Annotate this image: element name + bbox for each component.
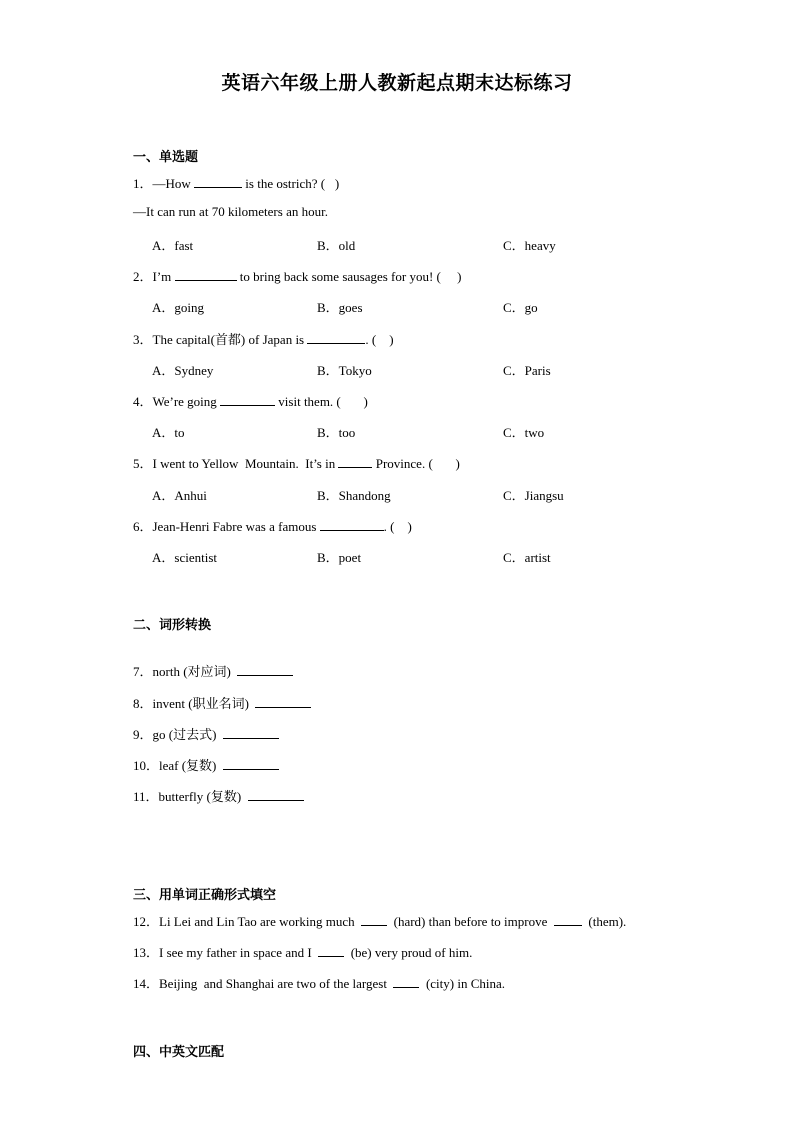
- question-1-option-b[interactable]: B．old: [317, 238, 356, 253]
- question-4-option-c[interactable]: C．two: [503, 425, 545, 440]
- section-title-fill-in: 三、用单词正确形式填空: [133, 888, 277, 903]
- question-12-text-b: (hard) than before to improve: [387, 914, 554, 929]
- question-2-text-a: 2．I’m: [133, 269, 175, 284]
- question-4-option-a[interactable]: A．to: [152, 425, 185, 440]
- question-6: [133, 516, 412, 535]
- question-11: [133, 786, 304, 805]
- section-title-word-forms: 二、词形转换: [133, 618, 212, 633]
- question-7-text: 7．north (对应词): [133, 664, 238, 679]
- question-13-text-b: (be) very proud of him.: [344, 945, 473, 960]
- answer-blank[interactable]: [220, 394, 275, 406]
- answer-blank[interactable]: [255, 696, 311, 708]
- question-5-option-c[interactable]: C．Jiangsu: [503, 488, 564, 503]
- question-5: [133, 453, 460, 472]
- question-4-text-a: 4．We’re going: [133, 394, 221, 409]
- page-title: 英语六年级上册人教新起点期末达标练习: [221, 72, 573, 94]
- section-title-matching: 四、中英文匹配: [133, 1045, 225, 1060]
- question-14: [133, 973, 505, 992]
- question-4: [133, 391, 368, 410]
- question-10: [133, 755, 279, 774]
- question-11-text: 11．butterfly (复数): [133, 789, 248, 804]
- question-1-option-c[interactable]: C．heavy: [503, 238, 556, 253]
- question-5-text-b: Province. ( ): [372, 456, 460, 471]
- question-2-option-c[interactable]: C．go: [503, 300, 538, 315]
- answer-blank[interactable]: [175, 269, 237, 281]
- question-12: [133, 911, 626, 930]
- answer-blank[interactable]: [554, 914, 582, 926]
- question-5-text-a: 5．I went to Yellow Mountain. It’s in: [133, 456, 339, 471]
- answer-blank[interactable]: [248, 789, 304, 801]
- answer-blank[interactable]: [361, 914, 387, 926]
- question-1-text-a: 1．—How: [133, 176, 195, 191]
- question-1: [133, 173, 339, 192]
- answer-blank[interactable]: [194, 176, 242, 188]
- question-12-text-c: (them).: [581, 914, 627, 929]
- question-14-text-b: (city) in China.: [419, 976, 506, 991]
- question-3: [133, 329, 394, 348]
- question-3-option-a[interactable]: A．Sydney: [152, 363, 214, 378]
- answer-blank[interactable]: [338, 456, 372, 468]
- question-3-text-a: 3．The capital(首都) of Japan is: [133, 332, 308, 347]
- answer-blank[interactable]: [320, 519, 384, 531]
- answer-blank[interactable]: [223, 758, 279, 770]
- question-6-option-c[interactable]: C．artist: [503, 550, 551, 565]
- question-4-option-b[interactable]: B．too: [317, 425, 356, 440]
- answer-blank[interactable]: [237, 664, 293, 676]
- question-2-option-a[interactable]: A．going: [152, 300, 205, 315]
- question-6-text-b: . ( ): [383, 519, 412, 534]
- answer-blank[interactable]: [393, 976, 419, 988]
- question-4-text-b: visit them. ( ): [275, 394, 368, 409]
- question-8: [133, 693, 311, 712]
- question-12-text-a: 12．Li Lei and Lin Tao are working much: [133, 914, 362, 929]
- question-2-text-b: to bring back some sausages for you! ( ): [236, 269, 462, 284]
- question-6-option-a[interactable]: A．scientist: [152, 550, 217, 565]
- question-14-text-a: 14．Beijing and Shanghai are two of the largest: [133, 976, 394, 991]
- question-1-option-a[interactable]: A．fast: [152, 238, 194, 253]
- section-title-single-choice: 一、单选题: [133, 150, 199, 165]
- answer-blank[interactable]: [318, 945, 344, 957]
- question-5-option-b[interactable]: B．Shandong: [317, 488, 391, 503]
- question-3-text-b: . ( ): [365, 332, 394, 347]
- question-9-text: 9．go (过去式): [133, 727, 223, 742]
- question-13: [133, 942, 472, 961]
- question-2-option-b[interactable]: B．goes: [317, 300, 363, 315]
- answer-blank[interactable]: [223, 727, 279, 739]
- question-3-option-c[interactable]: C．Paris: [503, 363, 551, 378]
- question-1-line-2: —It can run at 70 kilometers an hour.: [133, 204, 328, 219]
- question-1-text-b: is the ostrich? ( ): [242, 176, 340, 191]
- question-2: [133, 266, 461, 285]
- question-6-text-a: 6．Jean-Henri Fabre was a famous: [133, 519, 320, 534]
- question-13-text-a: 13．I see my father in space and I: [133, 945, 319, 960]
- question-7: [133, 661, 293, 680]
- question-3-option-b[interactable]: B．Tokyo: [317, 363, 372, 378]
- question-5-option-a[interactable]: A．Anhui: [152, 488, 207, 503]
- question-9: [133, 724, 279, 743]
- question-6-option-b[interactable]: B．poet: [317, 550, 362, 565]
- question-10-text: 10．leaf (复数): [133, 758, 223, 773]
- answer-blank[interactable]: [307, 332, 365, 344]
- question-8-text: 8．invent (职业名词): [133, 696, 256, 711]
